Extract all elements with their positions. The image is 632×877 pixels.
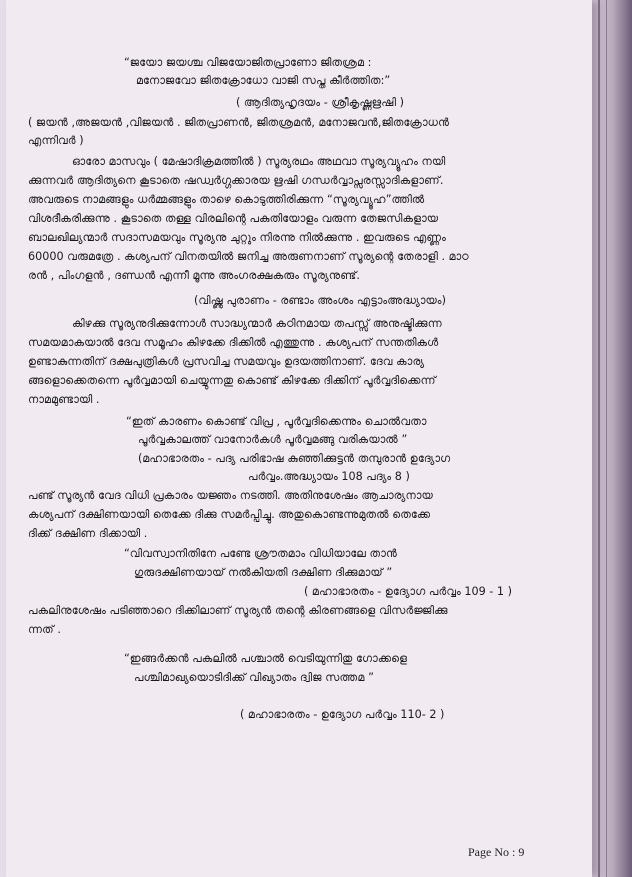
para1-line: 60000 വരുമത്രേ . കശ്യപന് വിനതയിൽ ജനിച്ച അരുണനാണ് സൂര്യന്റെ തേരാളി . മാഠ xyxy=(28,250,469,263)
para3-line: ദിക്ക് ദക്ഷിണ ദിക്കായി . xyxy=(28,527,148,540)
quote3-source: ( മഹാഭാരതം - ഉദ്യോഗ പർവ്വം 109 - 1 ) xyxy=(304,585,512,598)
quote4-source: ( മഹാഭാരതം - ഉദ്യോഗ പർവ്വം 110- 2 ) xyxy=(240,708,445,721)
document-page xyxy=(6,0,592,877)
para2-line: കിഴക്കു സൂര്യനുദിക്കുന്നോൾ സാദ്ധ്യന്മാർ കഠിനമായ തപസ്സ് അനുഷ്ടിക്കുന്ന xyxy=(72,317,442,330)
para2-line: ഉണ്ടാകുന്നതിന് ദക്ഷപുത്രികൾ പ്രസവിച്ച സമയവും ഉദയത്തിനാണ്. ദേവ കാര്യ xyxy=(28,355,425,368)
quote4-line2: പശ്ചിമാഖ്യയൊടിദിക്ക് വിഖ്യാതം ദ്വിജ സത്തമ ” xyxy=(134,671,374,684)
names-line1: ( ജയൻ ,അജയൻ ,വിജയൻ . ജിതപ്രാണൻ, ജിതശ്രമൻ, മനോജവൻ,ജിതക്രോധൻ xyxy=(28,116,450,129)
page-number: Page No : 9 xyxy=(468,845,525,859)
quote3-line2: ഗുരുദക്ഷിണയായ് നൽകിയതി ദക്ഷിണ ദിക്കുമായ് ” xyxy=(134,566,393,579)
quote1-source: ( ആദിത്യഹൃദയം - ശ്രീകൃഷ്ണഋഷി ) xyxy=(236,96,404,109)
quote1-line2: മനോജവോ ജിതക്രോധോ വാജി സപ്ത കീർത്തിത:” xyxy=(136,74,391,87)
para2-line: സമയമാകയാൽ ദേവ സമൂഹം കിഴക്കേ ദിക്കിൽ എത്തുന്നു . കശ്യപന് സന്തതികൾ xyxy=(28,336,439,349)
para1-line: ബാലഖില്യന്മാർ സദാസമയവും സൂര്യനു ചുറ്റും നിരന്നു നിൽക്കുന്നു . ഇവരുടെ എണ്ണം xyxy=(28,231,446,244)
quote1-line1: “ജയോ ജയശ്ച വിജയോജിതപ്രാണോ ജിതശ്രമ : xyxy=(124,56,372,69)
para2-line: ങ്ങളൊക്കെതന്നെ പൂർവ്വമായി ചെയ്യുന്നതു കൊണ്ട് കിഴക്കേ ദിക്കിന് പൂർവ്വദിക്കെന്ന് xyxy=(28,374,436,387)
para3-line: പണ്ട് സൂര്യൻ വേദ വിധി പ്രകാരം യജ്ഞം നടത്തി. അതിനുശേഷം ആചാര്യനായ xyxy=(28,489,433,502)
quote2-source1: (മഹാഭാരതം - പദ്യ പരിഭാഷ കുഞ്ഞിക്കുട്ടൻ തമ്പുരാൻ ഉദ്യോഗ xyxy=(138,452,451,465)
quote2-line1: “ഇത് കാരണം കൊണ്ട് വിപ്ര , പൂർവ്വദിക്കെന്നും ചൊൽവതാ xyxy=(126,415,427,428)
para1-line: വിശദീകരിക്കുന്നു . കൂടാതെ തള്ള വിരലിന്റെ പകുതിയോളം വരുന്ന തേജസികളായ xyxy=(28,212,439,225)
names-line2: എന്നിവർ ) xyxy=(28,134,84,147)
quote4-line1: “ഇങ്ങർക്കൻ പകലിൽ പശ്ചാൽ വെടിയുന്നിതു ഗോക്കളെ xyxy=(124,652,408,665)
para4-line: പകലിനുശേഷം പടിഞ്ഞാറെ ദിക്കിലാണ് സൂര്യൻ തന്റെ കിരണങ്ങളെ വിസർജ്ജിക്കു xyxy=(28,604,448,617)
quote3-line1: “വിവസ്വാനിതിനേ പണ്ടേ ശ്രൗതമാം വിധിയാലേ താൻ xyxy=(124,547,397,560)
para2-line: നാമമുണ്ടായി . xyxy=(28,393,100,406)
source2: (വിഷ്ണു പുരാണം - രണ്ടാം അംശം എട്ടാംഅദ്ധ്യായം) xyxy=(194,294,446,307)
quote2-line2: പൂർവ്വകാലത്ത് വാനോർകൾ പൂർവ്വമങ്ങു വരികയാൽ ” xyxy=(138,433,408,446)
para1-line: അവരുടെ നാമങ്ങളും ധർമ്മങ്ങളും താഴെ കൊടുത്തിരിക്കുന്ന “സൂര്യവ്യൂഹ”ത്തിൽ xyxy=(28,193,425,206)
para4-line: ന്നത് . xyxy=(28,623,61,636)
page-edge xyxy=(598,0,600,877)
para3-line: കശ്യപന് ദക്ഷിണയായി തെക്കേ ദിക്കു സമർപ്പിച്ചു. അതുകൊണ്ടന്നുമുതൽ തെക്കേ xyxy=(28,508,431,521)
para1-line: രൻ , പിംഗളൻ , ദണ്ഡൻ എന്നീ മൂന്നു അംഗരക്ഷകരും സൂര്യനുണ്ട്. xyxy=(28,269,360,282)
para1-line: ക്കുന്നവർ ആദിത്യനെ കൂടാതെ ഷഡ്വർഗ്ഗക്കാരയ ഋഷി ഗന്ധർവ്വാപ്സരസ്സാദികളാണ്. xyxy=(28,174,444,187)
quote2-source2: പർവ്വം.അദ്ധ്യായം 108 പദ്യം 8 ) xyxy=(248,470,410,483)
page-edge xyxy=(606,0,607,877)
para1-line: ഓരോ മാസവും ( മേഷാദിക്രമത്തിൽ ) സൂര്യരഥം അഥവാ സൂര്യവ്യൂഹം നയി xyxy=(72,155,446,168)
